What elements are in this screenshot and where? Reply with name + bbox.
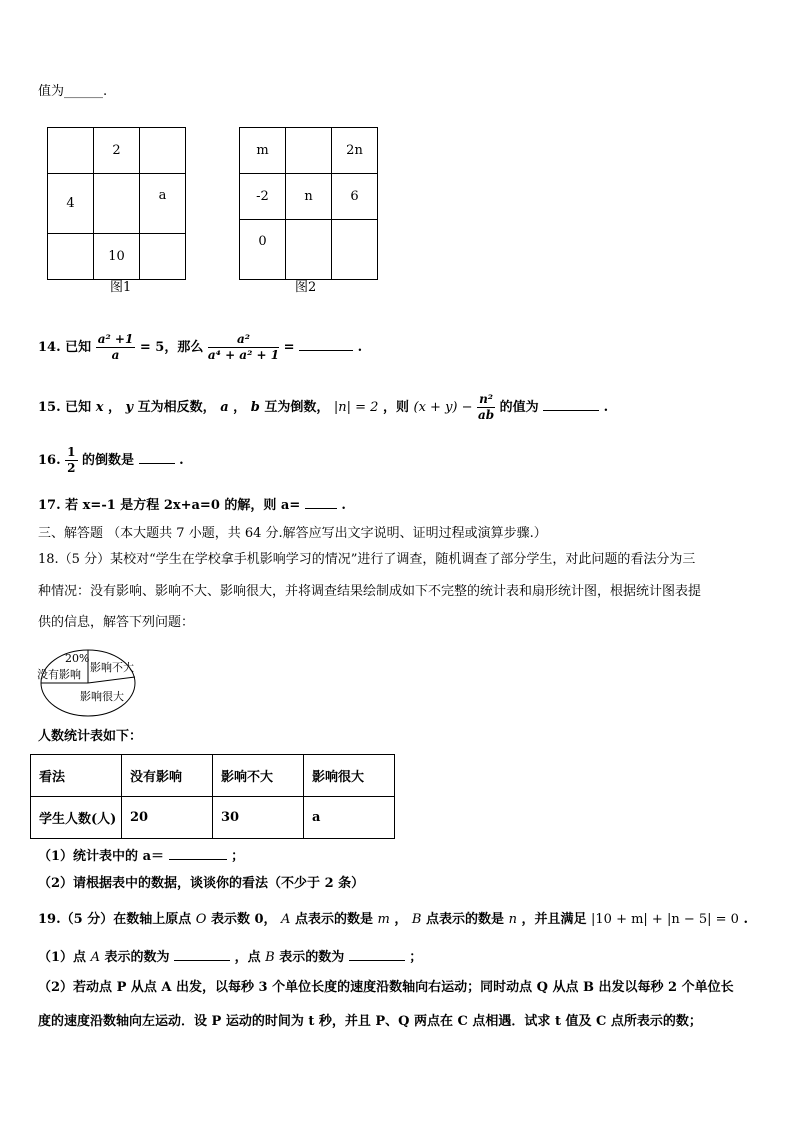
- table-cell: a: [304, 797, 395, 839]
- q18-line2: 种情况：没有影响、影响不大、影响很大，并将调查结果绘制成如下不完整的统计表和扇形统计图，根据统计图表提: [38, 584, 702, 599]
- q19-sub1-b: 表示的数为: [104, 950, 170, 965]
- q16-text: 的倒数是: [82, 453, 135, 468]
- q15-var-b: b: [250, 400, 260, 415]
- q15-fraction: [477, 392, 495, 423]
- q14-frac1-den: a: [111, 348, 120, 362]
- q16-frac-num: 1: [67, 445, 76, 459]
- q18-sub1: [38, 845, 244, 867]
- figure2-grid: [239, 127, 378, 280]
- section-3-heading: [38, 524, 547, 544]
- q19-text-e: 点表示的数是: [426, 912, 505, 927]
- q19-text-c: 点表示的数是: [294, 912, 373, 927]
- table-title: 人数统计表如下：: [38, 729, 143, 744]
- question-15: [38, 388, 608, 428]
- fig1-cell: a: [140, 174, 186, 234]
- q15-var-y: y: [125, 400, 134, 415]
- fig2-cell: [332, 220, 378, 280]
- q18-sub2: （2）请根据表中的数据，谈谈你的看法（不少于 2 条）: [38, 876, 365, 891]
- figure2-caption: 图2: [295, 280, 317, 295]
- q15-frac-den: ab: [477, 408, 495, 422]
- q18-sub1-text: （1）统计表中的 a＝: [38, 849, 164, 864]
- q19-sub1-blank-a[interactable]: [174, 946, 230, 961]
- section-3-note: （本大题共 7 小题，共 64 分.解答应写出文字说明、证明过程或演算步骤.）: [107, 526, 547, 541]
- fig1-cell: [94, 174, 140, 234]
- fig1-cell: [140, 234, 186, 280]
- q15-text-c: 互为倒数，: [264, 400, 330, 415]
- question-17: [38, 494, 346, 516]
- fig1-cell: 2: [94, 128, 140, 174]
- q14-post: =: [283, 340, 295, 355]
- q15-var-x: x: [95, 400, 104, 415]
- table-header-cell: 没有影响: [122, 755, 213, 797]
- q14-frac1-num: a² +1: [97, 332, 134, 346]
- q15-number: 15.: [38, 400, 61, 415]
- figure1-caption: 图1: [110, 280, 132, 295]
- table-cell: 学生人数(人): [31, 797, 122, 839]
- fig2-cell: -2: [240, 174, 286, 220]
- q19-condition: |10 + m| + |n − 5| = 0: [591, 912, 739, 927]
- fig2-cell: m: [240, 128, 286, 174]
- q15-sep2: ，: [233, 400, 247, 415]
- fig2-cell: 2n: [332, 128, 378, 174]
- q16-end: .: [179, 453, 184, 468]
- table-cell: 20: [122, 797, 213, 839]
- q17-end: .: [341, 498, 346, 513]
- q15-expr: (x + y) −: [413, 400, 473, 415]
- q18-line1: 18.（5 分）某校对“学生在学校拿手机影响学习的情况”进行了调查，随机调查了部分学生，对此问题的看法分为三: [38, 552, 696, 567]
- q19-sub1-d: 表示的数为: [279, 950, 345, 965]
- q14-fraction-1: [96, 332, 136, 363]
- q14-number: 14.: [38, 340, 61, 355]
- q19-sub1-var-B: B: [265, 950, 275, 965]
- fig1-cell: [140, 128, 186, 174]
- q19-text-g: .: [743, 912, 749, 927]
- fig2-cell: [286, 128, 332, 174]
- q15-text-e: 的值为: [499, 400, 539, 415]
- pie-label-small: 影响不大: [90, 661, 134, 674]
- fig1-cell: [48, 234, 94, 280]
- q14-frac2-den: a⁴ + a² + 1: [207, 348, 280, 362]
- fig2-cell: 0: [240, 220, 286, 280]
- pie-percent-label: 20%: [65, 652, 90, 665]
- q18-sub1-blank[interactable]: [169, 845, 227, 860]
- pie-label-none: 没有影响: [37, 668, 81, 681]
- q14-frac2-num: a²: [208, 332, 279, 348]
- pie-label-big: 影响很大: [80, 690, 124, 703]
- q16-frac-den: 2: [67, 461, 76, 475]
- q19-var-n: n: [508, 912, 517, 927]
- fig2-cell: n: [286, 174, 332, 220]
- q14-fraction-2: [208, 332, 279, 363]
- q19-sub1-c: ，点: [234, 950, 261, 965]
- q17-number: 17.: [38, 498, 61, 513]
- table-header-cell: 影响不大: [213, 755, 304, 797]
- table-header-row: [31, 755, 395, 797]
- top-line: 值为______.: [38, 84, 108, 99]
- q19-sub1-blank-b[interactable]: [349, 946, 405, 961]
- q19-var-A: A: [281, 912, 291, 927]
- question-16: [38, 441, 184, 481]
- q14-answer-blank[interactable]: [299, 336, 353, 351]
- q14-eq: = 5，那么: [139, 340, 204, 355]
- q19-text-d: ，: [394, 912, 408, 927]
- q15-end: .: [603, 400, 609, 415]
- table-row: [31, 797, 395, 839]
- q15-answer-blank[interactable]: [543, 396, 599, 411]
- q18-sub1-end: ；: [231, 849, 245, 864]
- q18-line3: 供的信息，解答下列问题：: [38, 615, 195, 630]
- fig1-cell: 10: [94, 234, 140, 280]
- q15-frac-num: n²: [479, 392, 494, 406]
- q15-var-a: a: [220, 400, 229, 415]
- q15-sep1: ，: [108, 400, 122, 415]
- fig2-cell: 6: [332, 174, 378, 220]
- table-cell: 30: [213, 797, 304, 839]
- q19-line1: [38, 910, 748, 930]
- table-header-cell: 影响很大: [304, 755, 395, 797]
- q19-sub1-var-A: A: [90, 950, 100, 965]
- q19-var-B: B: [411, 912, 422, 927]
- q15-text-d: ，则: [382, 400, 409, 415]
- q14-pre: 已知: [65, 340, 92, 355]
- fig2-cell: [286, 220, 332, 280]
- section-3-title: 三、解答题: [38, 526, 104, 541]
- q19-sub2-line1: （2）若动点 P 从点 A 出发，以每秒 3 个单位长度的速度沿数轴向右运动；同时动点 Q 从点 B 出发以每秒 2 个单位长: [38, 980, 734, 995]
- q16-answer-blank[interactable]: [139, 449, 175, 464]
- q19-var-O: O: [195, 912, 207, 927]
- q14-end: .: [357, 340, 363, 355]
- q19-sub1-a: （1）点: [38, 950, 87, 965]
- q19-text-a: 19.（5 分）在数轴上原点: [38, 912, 192, 927]
- fig1-cell: [48, 128, 94, 174]
- q15-text-b: 互为相反数，: [137, 400, 216, 415]
- question-14: [38, 328, 362, 368]
- fig1-cell: 4: [48, 174, 94, 234]
- q19-var-m: m: [377, 912, 390, 927]
- q19-text-b: 表示数 0，: [210, 912, 277, 927]
- q15-text-a: 已知: [65, 400, 92, 415]
- q17-answer-blank[interactable]: [305, 494, 337, 509]
- q19-sub2-line2: 度的速度沿数轴向左运动．设 P 运动的时间为 t 秒，并且 P、Q 两点在 C 点相遇．试求 t 值及 C 点所表示的数；: [38, 1014, 702, 1029]
- table-header-cell: 看法: [31, 755, 122, 797]
- stats-table: [30, 754, 395, 839]
- q19-text-f: ，并且满足: [521, 912, 587, 927]
- figure1-grid: [47, 127, 186, 280]
- q16-fraction: [65, 445, 77, 476]
- q19-sub1: [38, 946, 422, 968]
- q17-text: 若 x=-1 是方程 2x+a=0 的解，则 a=: [65, 498, 301, 513]
- q19-sub1-e: ；: [409, 950, 423, 965]
- q16-number: 16.: [38, 453, 61, 468]
- q15-abs: |n| = 2: [333, 400, 379, 415]
